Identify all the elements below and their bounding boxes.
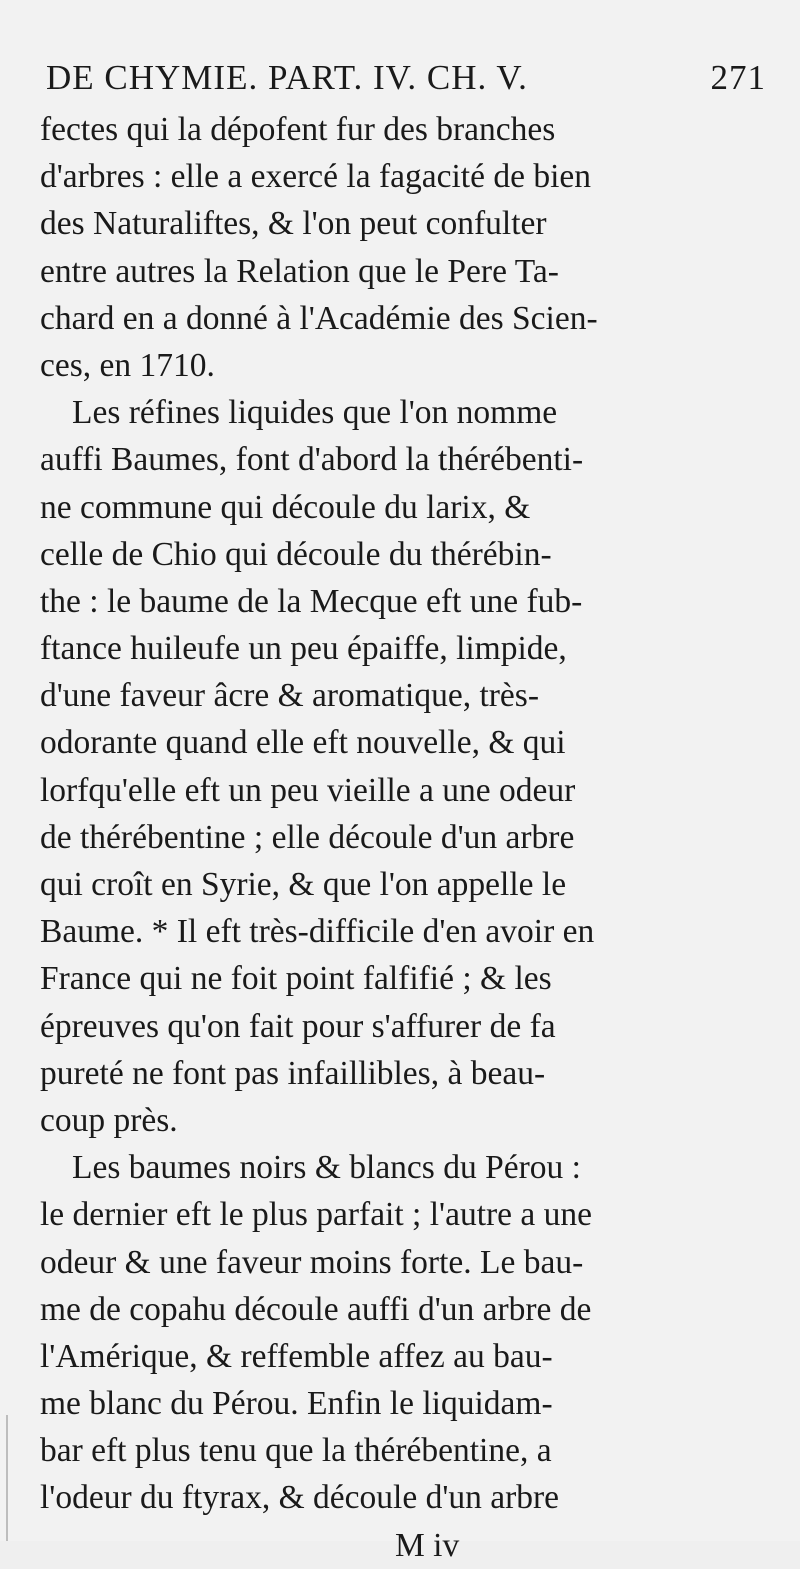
text-line: des Naturaliftes, & l'on peut confulter	[40, 205, 547, 243]
body-text	[40, 106, 790, 1569]
text-line: ces, en 1710.	[40, 346, 215, 384]
text-line: bar eft plus tenu que la thérébentine, a	[40, 1432, 552, 1470]
text-line: d'une faveur âcre & aromatique, très-	[40, 677, 539, 715]
text-line: Baume. * Il eft très-difficile d'en avoir en	[40, 913, 595, 951]
page-number: 271	[710, 58, 766, 97]
text-line: ftance huileufe un peu épaiffe, limpide,	[40, 630, 567, 668]
text-line: de thérébentine ; elle découle d'un arbre	[40, 818, 575, 856]
text-line: lorfqu'elle eft un peu vieille a une odeur	[40, 771, 576, 809]
text-line: entre autres la Relation que le Pere Ta-	[40, 252, 559, 290]
text-line: auffi Baumes, font d'abord la thérébenti-	[40, 441, 584, 479]
text-line: coup près.	[40, 1101, 178, 1139]
text-line: d'arbres : elle a exercé la fagacité de bien	[40, 158, 591, 196]
text-line: me blanc du Pérou. Enfin le liquidam-	[40, 1385, 553, 1423]
text-line: celle de Chio qui découle du thérébin-	[40, 535, 552, 573]
text-line: France qui ne foit point falfifié ; & les	[40, 960, 552, 998]
signature-mark: M iv	[395, 1526, 460, 1564]
text-line: le dernier eft le plus parfait ; l'autre a une	[40, 1196, 593, 1234]
text-line: qui croît en Syrie, & que l'on appelle le	[40, 866, 567, 903]
text-line: odeur & une faveur moins forte. Le bau-	[40, 1243, 584, 1281]
text-line: me de copahu découle auffi d'un arbre de	[40, 1290, 592, 1328]
paragraph-start-line: Les baumes noirs & blancs du Pérou :	[72, 1149, 581, 1187]
text-line: fectes qui la dépofent fur des branches	[40, 111, 556, 148]
text-line: l'odeur du ftyrax, & découle d'un arbre	[40, 1479, 560, 1517]
running-head: DE CHYMIE. PART. IV. CH. V.	[46, 58, 528, 97]
page-header	[46, 58, 772, 102]
text-line: épreuves qu'on fait pour s'affurer de fa	[40, 1007, 556, 1045]
text-line: ne commune qui découle du larix, &	[40, 488, 531, 526]
text-line: chard en a donné à l'Académie des Scien-	[40, 299, 598, 337]
text-line: odorante quand elle eft nouvelle, & qui	[40, 724, 566, 762]
text-line: pureté ne font pas infaillibles, à beau-	[40, 1054, 546, 1092]
text-line: the : le baume de la Mecque eft une fub-	[40, 582, 583, 620]
text-line: l'Amérique, & reffemble affez au bau-	[40, 1337, 553, 1375]
paragraph-start-line: Les réfines liquides que l'on nomme	[72, 394, 558, 432]
page-edge-shadow	[6, 1415, 8, 1541]
